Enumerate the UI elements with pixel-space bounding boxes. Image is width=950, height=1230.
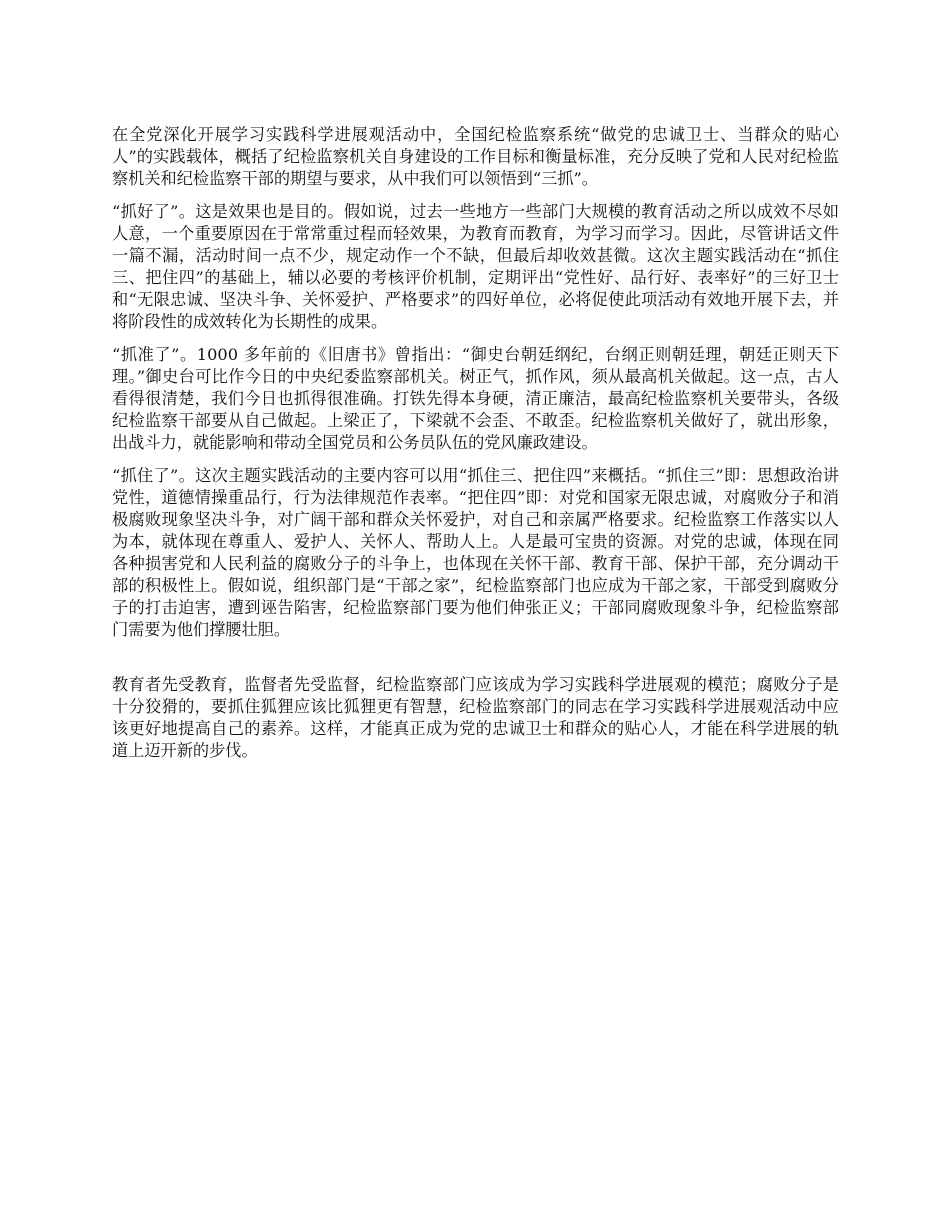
- paragraph-spacer: [112, 652, 839, 674]
- paragraph-zhua-zhu-le: “抓住了”。这次主题实践活动的主要内容可以用“抓住三、把住四”来概括。“抓住三”即：思想政治讲党性，道德情操重品行，行为法律规范作表率。“把住四”即：对党和国家无限忠诚，对腐败分子和消极腐败现象坚决斗争，对广阔干部和群众关怀爱护，对自己和亲属严格要求。纪检监察工作落实以人为本，就体现在尊重人、爱护人、关怀人、帮助人上。人是最可宝贵的资源。对党的忠诚，体现在同各种损害党和人民利益的腐败分子的斗争上，也体现在关怀干部、教育干部、保护干部，充分调动干部的积极性上。假如说，组织部门是“干部之家”，纪检监察部门也应成为干部之家，干部受到腐败分子的打击迫害，遭到诬告陷害，纪检监察部门要为他们伸张正义；干部同腐败现象斗争，纪检监察部门需要为他们撑腰壮胆。: [112, 466, 839, 639]
- paragraph-zhua-hao-le: “抓好了”。这是效果也是目的。假如说，过去一些地方一些部门大规模的教育活动之所以成效不尽如人意，一个重要原因在于常常重过程而轻效果，为教育而教育，为学习而学习。因此，尽管讲话文件一篇不漏，活动时间一点不少，规定动作一个不缺，但最后却收效甚微。这次主题实践活动在“抓住三、把住四”的基础上，辅以必要的考核评价机制，定期评出“党性好、品行好、表率好”的三好卫士和“无限忠诚、坚决斗争、关怀爱护、严格要求”的四好单位，必将促使此项活动有效地开展下去，并将阶段性的成效转化为长期性的成果。: [112, 202, 839, 331]
- paragraph-zhua-zhun-le: “抓准了”。1000 多年前的《旧唐书》曾指出：“御史台朝廷纲纪，台纲正则朝廷理，朝廷正则天下理。”御史台可比作今日的中央纪委监察部机关。树正气，抓作风，须从最高机关做起。这一点，古人看得很清楚，我们今日也抓得很准确。打铁先得本身硬，清正廉洁，最高纪检监察机关要带头，各级纪检监察干部要从自己做起。上梁正了，下梁就不会歪、不敢歪。纪检监察机关做好了，就出形象，出战斗力，就能影响和带动全国党员和公务员队伍的党风廉政建设。: [112, 345, 839, 452]
- document-body: [112, 124, 839, 773]
- paragraph-intro: 在全党深化开展学习实践科学进展观活动中，全国纪检监察系统“做党的忠诚卫士、当群众的贴心人”的实践载体，概括了纪检监察机关自身建设的工作目标和衡量标准，充分反映了党和人民对纪检监察机关和纪检监察干部的期望与要求，从中我们可以领悟到“三抓”。: [112, 125, 839, 188]
- paragraph-conclusion: 教育者先受教育，监督者先受监督，纪检监察部门应该成为学习实践科学进展观的模范；腐败分子是十分狡猾的，要抓住狐狸应该比狐狸更有智慧，纪检监察部门的同志在学习实践科学进展观活动中应该更好地提高自己的素养。这样，才能真正成为党的忠诚卫士和群众的贴心人，才能在科学进展的轨道上迈开新的步伐。: [112, 675, 839, 760]
